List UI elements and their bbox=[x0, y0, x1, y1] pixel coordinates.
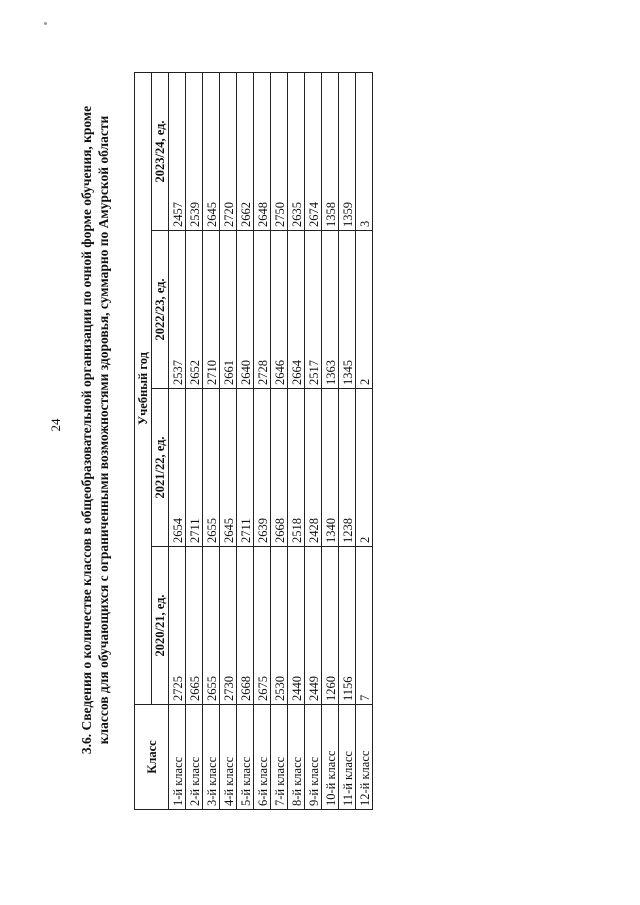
cell-value: 2645 bbox=[203, 73, 220, 231]
cell-value: 1340 bbox=[322, 389, 339, 547]
header-year-2020-21: 2020/21, ед. bbox=[152, 547, 169, 705]
table-row bbox=[322, 73, 339, 810]
cell-value: 2457 bbox=[169, 73, 186, 231]
row-label: 8-й класс bbox=[288, 705, 305, 810]
cell-value: 2 bbox=[356, 231, 373, 389]
table-row bbox=[271, 73, 288, 810]
cell-value: 1238 bbox=[339, 389, 356, 547]
row-label: 9-й класс bbox=[305, 705, 322, 810]
scan-speck bbox=[44, 22, 47, 25]
cell-value: 2655 bbox=[203, 547, 220, 705]
table-row bbox=[356, 73, 373, 810]
table-row bbox=[203, 73, 220, 810]
classes-table bbox=[134, 72, 373, 810]
cell-value: 2648 bbox=[254, 73, 271, 231]
cell-value: 2640 bbox=[237, 231, 254, 389]
cell-value: 2720 bbox=[220, 73, 237, 231]
header-year-2022-23: 2022/23, ед. bbox=[152, 231, 169, 389]
cell-value: 2711 bbox=[186, 389, 203, 547]
cell-value: 2 bbox=[356, 389, 373, 547]
title-line-1: 3.6. Сведения о количестве классов в общеобразовательной организации по очной форме обучения, кроме bbox=[79, 105, 94, 755]
table-row bbox=[186, 73, 203, 810]
header-year-2023-24: 2023/24, ед. bbox=[152, 73, 169, 231]
cell-value: 2750 bbox=[271, 73, 288, 231]
cell-value: 2662 bbox=[237, 73, 254, 231]
cell-value: 2539 bbox=[186, 73, 203, 231]
cell-value: 2725 bbox=[169, 547, 186, 705]
cell-value: 2728 bbox=[254, 231, 271, 389]
cell-value: 2530 bbox=[271, 547, 288, 705]
row-label: 12-й класс bbox=[356, 705, 373, 810]
row-label: 10-й класс bbox=[322, 705, 339, 810]
header-year-2021-22: 2021/22, ед. bbox=[152, 389, 169, 547]
cell-value: 2639 bbox=[254, 389, 271, 547]
cell-value: 2661 bbox=[220, 231, 237, 389]
row-label: 1-й класс bbox=[169, 705, 186, 810]
row-label: 5-й класс bbox=[237, 705, 254, 810]
cell-value: 2674 bbox=[305, 73, 322, 231]
table-row bbox=[237, 73, 254, 810]
row-label: 4-й класс bbox=[220, 705, 237, 810]
cell-value: 2537 bbox=[169, 231, 186, 389]
cell-value: 2646 bbox=[271, 231, 288, 389]
row-label: 2-й класс bbox=[186, 705, 203, 810]
table-row bbox=[339, 73, 356, 810]
table-row bbox=[220, 73, 237, 810]
cell-value: 2668 bbox=[237, 547, 254, 705]
table-row bbox=[288, 73, 305, 810]
cell-value: 1156 bbox=[339, 547, 356, 705]
header-class: Класс bbox=[135, 705, 169, 810]
cell-value: 2675 bbox=[254, 547, 271, 705]
cell-value: 2635 bbox=[288, 73, 305, 231]
cell-value: 2449 bbox=[305, 547, 322, 705]
row-label: 6-й класс bbox=[254, 705, 271, 810]
cell-value: 2711 bbox=[237, 389, 254, 547]
table-row bbox=[169, 73, 186, 810]
cell-value: 2710 bbox=[203, 231, 220, 389]
cell-value: 2664 bbox=[288, 231, 305, 389]
page-number: 24 bbox=[48, 418, 63, 432]
row-label: 7-й класс bbox=[271, 705, 288, 810]
section-title bbox=[78, 50, 112, 810]
cell-value: 2440 bbox=[288, 547, 305, 705]
cell-value: 7 bbox=[356, 547, 373, 705]
row-label: 11-й класс bbox=[339, 705, 356, 810]
cell-value: 2655 bbox=[203, 389, 220, 547]
cell-value: 2730 bbox=[220, 547, 237, 705]
row-label: 3-й класс bbox=[203, 705, 220, 810]
table-row bbox=[254, 73, 271, 810]
cell-value: 2665 bbox=[186, 547, 203, 705]
cell-value: 2517 bbox=[305, 231, 322, 389]
table-row bbox=[305, 73, 322, 810]
cell-value: 2645 bbox=[220, 389, 237, 547]
header-school-year: Учебный год bbox=[135, 73, 152, 705]
cell-value: 2518 bbox=[288, 389, 305, 547]
cell-value: 1358 bbox=[322, 73, 339, 231]
cell-value: 2428 bbox=[305, 389, 322, 547]
title-line-2: классов для обучающихся с ограниченными возможностями здоровья, суммарно по Амурской области bbox=[96, 115, 111, 745]
cell-value: 2668 bbox=[271, 389, 288, 547]
cell-value: 3 bbox=[356, 73, 373, 231]
cell-value: 2654 bbox=[169, 389, 186, 547]
cell-value: 1260 bbox=[322, 547, 339, 705]
cell-value: 2652 bbox=[186, 231, 203, 389]
cell-value: 1363 bbox=[322, 231, 339, 389]
cell-value: 1345 bbox=[339, 231, 356, 389]
cell-value: 1359 bbox=[339, 73, 356, 231]
